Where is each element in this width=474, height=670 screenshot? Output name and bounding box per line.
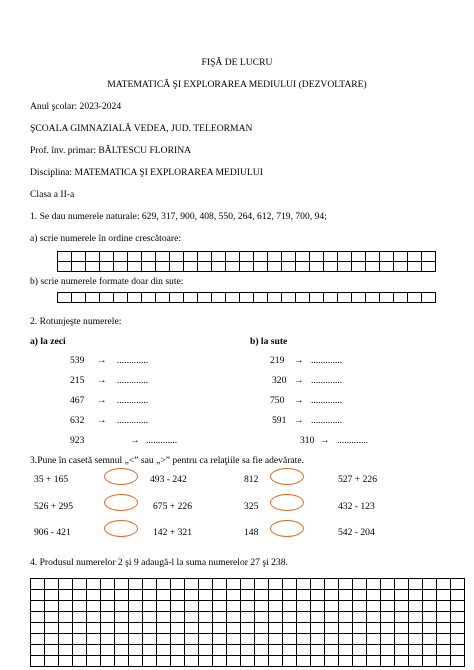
round-hundreds-heading: b) la sute <box>250 336 288 347</box>
round-hundreds-number: 750 <box>270 395 285 406</box>
comparison-oval[interactable] <box>270 468 304 485</box>
expression-right: 493 - 242 <box>150 474 187 485</box>
answer-blank[interactable]: ............. <box>117 415 149 426</box>
round-hundreds-number: 320 <box>272 375 287 386</box>
round-tens-number: 923 <box>70 435 85 446</box>
answer-blank[interactable]: ............. <box>311 415 343 426</box>
arrow-icon: → <box>130 435 140 446</box>
exercise-4-prompt: 4. Produsul numerelor 2 şi 9 adaugă-l la suma numerelor 27 şi 238. <box>30 557 288 568</box>
arrow-icon: → <box>97 415 107 426</box>
round-tens-number: 632 <box>70 415 85 426</box>
teacher-name: Prof. înv. primar: BĂLTESCU FLORINA <box>30 145 192 156</box>
round-tens-number: 467 <box>70 395 85 406</box>
answer-blank[interactable]: ............. <box>117 355 149 366</box>
comparison-oval[interactable] <box>270 520 304 537</box>
comparison-oval[interactable] <box>104 520 138 537</box>
round-tens-heading: a) la zeci <box>30 336 66 347</box>
exercise-1-prompt: 1. Se dau numerele naturale: 629, 317, 900, 408, 550, 264, 612, 719, 700, 94; <box>30 211 327 222</box>
exercise-2-prompt: 2. Rotunjeşte numerele: <box>30 316 122 327</box>
round-hundreds-number: 591 <box>272 415 287 426</box>
expression-left: 148 <box>244 527 259 538</box>
answer-grid-1a[interactable] <box>57 251 436 272</box>
worksheet-title: FIŞĂ DE LUCRU <box>201 57 273 68</box>
expression-left: 526 + 295 <box>34 501 73 512</box>
expression-right: 432 - 123 <box>338 501 375 512</box>
comparison-oval[interactable] <box>270 494 304 511</box>
arrow-icon: → <box>97 375 107 386</box>
round-hundreds-number: 310 <box>300 435 315 446</box>
arrow-icon: → <box>294 415 304 426</box>
expression-left: 325 <box>244 501 259 512</box>
arrow-icon: → <box>320 435 330 446</box>
answer-grid-4[interactable] <box>30 578 465 667</box>
expression-right: 675 + 226 <box>153 501 192 512</box>
answer-blank[interactable]: ............. <box>311 375 343 386</box>
expression-left: 906 - 421 <box>34 527 71 538</box>
discipline: Disciplina: MATEMATICA ŞI EXPLORAREA MEDIULUI <box>30 167 263 178</box>
expression-right: 142 + 321 <box>153 527 192 538</box>
arrow-icon: → <box>294 395 304 406</box>
expression-left: 35 + 165 <box>34 474 69 485</box>
answer-blank[interactable]: ............. <box>311 355 343 366</box>
arrow-icon: → <box>97 355 107 366</box>
arrow-icon: → <box>294 355 304 366</box>
answer-blank[interactable]: ............. <box>146 435 178 446</box>
expression-left: 812 <box>244 474 259 485</box>
school-name: ŞCOALA GIMNAZIALĂ VEDEA, JUD. TELEORMAN <box>30 123 253 134</box>
round-tens-number: 539 <box>70 355 85 366</box>
answer-blank[interactable]: ............. <box>311 395 343 406</box>
arrow-icon: → <box>294 375 304 386</box>
answer-blank[interactable]: ............. <box>117 375 149 386</box>
exercise-1a-prompt: a) scrie numerele în ordine crescătoare: <box>30 233 182 244</box>
answer-blank[interactable]: ............. <box>117 395 149 406</box>
comparison-oval[interactable] <box>104 494 138 511</box>
round-hundreds-number: 219 <box>270 355 285 366</box>
answer-blank[interactable]: ............. <box>337 435 369 446</box>
exercise-1b-prompt: b) scrie numerele formate doar din sute: <box>30 276 184 287</box>
exercise-3-prompt: 3.Pune în casetă semnul „<” sau „>” pentru ca relaţiile sa fie adevărate. <box>30 455 304 466</box>
subject-title: MATEMATICĂ ŞI EXPLORAREA MEDIULUI (DEZVOLTARE) <box>107 79 367 90</box>
answer-grid-1b[interactable] <box>57 292 436 303</box>
arrow-icon: → <box>97 395 107 406</box>
expression-right: 527 + 226 <box>338 474 377 485</box>
school-year: Anul şcolar: 2023-2024 <box>30 101 122 112</box>
class-level: Clasa a II-a <box>30 189 75 200</box>
comparison-oval[interactable] <box>104 468 138 485</box>
expression-right: 542 - 204 <box>338 527 375 538</box>
round-tens-number: 215 <box>70 375 85 386</box>
